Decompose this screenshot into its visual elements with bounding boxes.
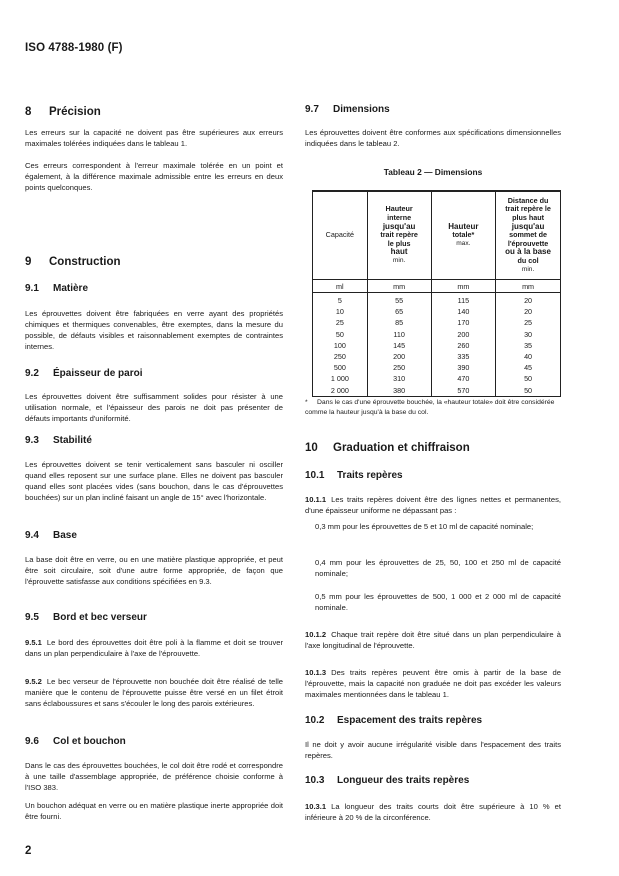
table-footnote [305,398,561,417]
section-10-2-heading [305,715,482,726]
section-title: Bord et bec verseur [53,612,147,623]
clause-text: Le bec verseur de l'éprouvette non bouchée doit être réalisé de telle manière que le contenu de l'éprouvette puisse être versé en un filet étroit sans éclaboussures et sans s'écouler le long des parois extérieures. [25,677,283,708]
list-item: 0,5 mm pour les éprouvettes de 500, 1 000 et 2 000 ml de capacité nominale. [315,592,561,612]
section-title: Espacement des traits repères [337,715,483,726]
table-cell: 390 [431,362,496,373]
section-title: Précision [49,106,101,118]
unit-cell: ml [313,280,368,293]
header-text: ou à la base [505,247,551,257]
table-cell: 500 [313,362,368,373]
header-text: Hauteur [448,221,479,231]
table-cell: 1 000 [313,373,368,384]
column-header-distance [496,191,561,280]
section-title: Graduation et chiffraison [333,442,470,454]
section-10-1-heading [305,470,403,481]
table-cell: 20 [496,306,561,317]
section-9-7-heading [305,104,390,115]
paragraph: Les éprouvettes doivent être conformes aux spécifications dimensionnelles indiquées dans le tableau 2. [305,128,561,148]
table-row [313,329,561,340]
section-number: 10.2 [305,715,325,726]
section-title: Stabilité [53,435,92,446]
paragraph: Il ne doit y avoir aucune irrégularité visible dans l'espacement des traits repères. [305,740,561,760]
table-cell: 25 [313,317,368,328]
clause-number: 10.1.2 [305,630,327,639]
section-8-heading [25,106,101,118]
table-cell: 140 [431,306,496,317]
section-number: 10 [305,442,318,454]
column-header-total-height [431,191,496,280]
section-title: Longueur des traits repères [337,775,470,786]
section-9-3-heading [25,435,92,446]
table-cell: 200 [367,351,431,362]
clause-text: Les traits repères doivent être des lignes nettes et permanentes, d'une épaisseur uniforme ne dépassant pas : [305,495,561,515]
table-cell: 25 [496,317,561,328]
section-title: Dimensions [333,104,390,115]
unit-cell: mm [496,280,561,293]
table-cell: 65 [367,306,431,317]
clause-number: 10.1.1 [305,495,327,504]
section-number: 9.6 [25,736,39,747]
section-title: Col et bouchon [53,736,126,747]
table-row [313,340,561,351]
table-cell: 55 [367,293,431,307]
section-title: Épaisseur de paroi [53,368,143,379]
paragraph [305,494,561,516]
section-9-4-heading [25,530,77,541]
table-cell: 50 [496,373,561,384]
header-text: trait repère le plus [380,230,418,248]
footnote-text: Dans le cas d'une éprouvette bouchée, la «hauteur totale» doit être considérée comme la hauteur jusqu'à la base du col. [305,399,555,416]
table-cell: 380 [367,385,431,397]
table-row [313,293,561,307]
table-row [313,385,561,397]
section-title: Construction [49,256,121,268]
section-9-1-heading [25,283,88,294]
paragraph: Les éprouvettes doivent être suffisamment solides pour résister à une utilisation normale, et l'épaisseur des parois ne doit pas présenter de défauts importants d'uniformité. [25,392,283,423]
section-number: 10.3 [305,775,325,786]
page-number: 2 [25,845,32,857]
paragraph: Ces erreurs correspondent à l'erreur maximale tolérée en un point et également, à la différence maximale admissible entre les erreurs en deux points quelconques. [25,161,283,192]
paragraph [305,629,561,651]
table-cell: 110 [367,329,431,340]
section-9-6-heading [25,736,126,747]
table-cell: 260 [431,340,496,351]
table-cell: 5 [313,293,368,307]
section-number: 9.7 [305,104,319,115]
section-number: 9.3 [25,435,39,446]
table-cell: 35 [496,340,561,351]
document-id: ISO 4788-1980 (F) [25,42,123,54]
clause-number: 9.5.1 [25,638,42,647]
table-cell: 170 [431,317,496,328]
section-10-3-heading [305,775,469,786]
table-row [313,373,561,384]
table-cell: 30 [496,329,561,340]
section-number: 9.1 [25,283,39,294]
unit-cell: mm [431,280,496,293]
header-text: Hauteur interne [385,204,413,223]
section-9-2-heading [25,368,142,379]
paragraph [25,637,283,659]
table-cell: 310 [367,373,431,384]
section-number: 9.5 [25,612,39,623]
table-cell: 2 000 [313,385,368,397]
table-cell: 200 [431,329,496,340]
list-item: 0,3 mm pour les éprouvettes de 5 et 10 ml de capacité nominale; [315,522,534,531]
table-cell: 20 [496,293,561,307]
section-number: 9 [25,256,32,268]
table-cell: 50 [313,329,368,340]
clause-text: Des traits repères peuvent être omis à partir de la base de l'éprouvette, mais la capacité non graduée ne doit pas excéder les valeurs maximales mentionnées dans le tableau 1. [305,668,561,699]
clause-number: 9.5.2 [25,677,42,686]
header-text: totale* [452,230,475,240]
table-cell: 470 [431,373,496,384]
table-row [313,351,561,362]
header-text: jusqu'au [511,221,545,231]
table-cell: 50 [496,385,561,397]
header-text: Capacité [325,230,355,240]
paragraph [305,801,561,823]
table-cell: 85 [367,317,431,328]
clause-text: Chaque trait repère doit être situé dans un plan perpendiculaire à l'axe longitudinal de l'éprouvette. [305,630,561,650]
column-header-internal-height [367,191,431,280]
table-cell: 570 [431,385,496,397]
section-10-heading [305,442,470,454]
paragraph: Un bouchon adéquat en verre ou en matière plastique inerte appropriée doit être fourni. [25,801,283,821]
clause-number: 10.1.3 [305,668,327,677]
table-row [313,317,561,328]
header-text: haut [390,247,408,257]
table-cell: 250 [313,351,368,362]
table-cell: 40 [496,351,561,362]
list-item: 0,4 mm pour les éprouvettes de 25, 50, 100 et 250 ml de capacité nominale; [315,558,561,578]
section-number: 8 [25,106,32,118]
paragraph [25,676,283,709]
section-9-heading [25,256,121,268]
header-text: Distance du trait repère le plus haut [505,195,551,223]
table-header-row [313,191,561,280]
header-text: sommet de l'éprouvette [507,230,549,248]
section-9-5-heading [25,612,147,623]
header-text: jusqu'au [382,221,416,231]
dimensions-table [312,190,561,397]
header-text: du col [517,255,539,265]
paragraph: La base doit être en verre, ou en une matière plastique appropriée, et peut être soit circulaire, soit d'une autre forme appropriée, de façon que l'éprouvette satisfasse aux conditions spécifiées en 9.3. [25,555,283,586]
header-text: min. [521,265,535,273]
table-cell: 250 [367,362,431,373]
table-row [313,306,561,317]
paragraph: Les erreurs sur la capacité ne doivent pas être supérieures aux erreurs maximales tolérées indiquées dans le tableau 1. [25,128,283,148]
footnote-mark: * [305,399,308,406]
header-text: max. [456,239,471,247]
header-text: min. [392,256,406,264]
paragraph: Les éprouvettes doivent être fabriquées en verre ayant des propriétés chimiques et thermiques convenables, être exemptes, dans la mesure du possible, de défauts visibles et raisonnablement exemptes de contraintes internes. [25,309,283,351]
section-title: Matière [53,283,89,294]
table-caption: Tableau 2 — Dimensions [383,167,483,177]
table-cell: 10 [313,306,368,317]
unit-cell: mm [367,280,431,293]
table-row [313,362,561,373]
table-units-row [313,280,561,293]
table-cell: 115 [431,293,496,307]
section-title: Traits repères [337,470,403,481]
table-cell: 100 [313,340,368,351]
table-cell: 45 [496,362,561,373]
section-title: Base [53,530,77,541]
table-cell: 335 [431,351,496,362]
section-number: 9.2 [25,368,39,379]
section-number: 10.1 [305,470,325,481]
clause-text: Le bord des éprouvettes doit être poli à la flamme et doit se trouver dans un plan perpendiculaire à l'axe de l'éprouvette. [25,638,283,658]
paragraph [305,667,561,700]
table-cell: 145 [367,340,431,351]
clause-text: La longueur des traits courts doit être supérieure à 10 % et inférieure à 20 % de la circonférence. [305,802,561,822]
clause-number: 10.3.1 [305,802,327,811]
section-number: 9.4 [25,530,39,541]
column-header-capacity [313,191,368,280]
paragraph: Les éprouvettes doivent se tenir verticalement sans basculer ni osciller quand elles reposent sur une surface plane. Elles ne doivent pas basculer quand elles sont placées vides (sans bouchon, dans le cas d'éprouvettes bouchées) sur un plan incliné faisant un angle de 15° avec l'horizontale. [25,460,283,502]
paragraph: Dans le cas des éprouvettes bouchées, le col doit être rodé et correspondre à une taille d'assemblage appropriée, de préférence choisie conforme à l'ISO 383. [25,761,283,792]
